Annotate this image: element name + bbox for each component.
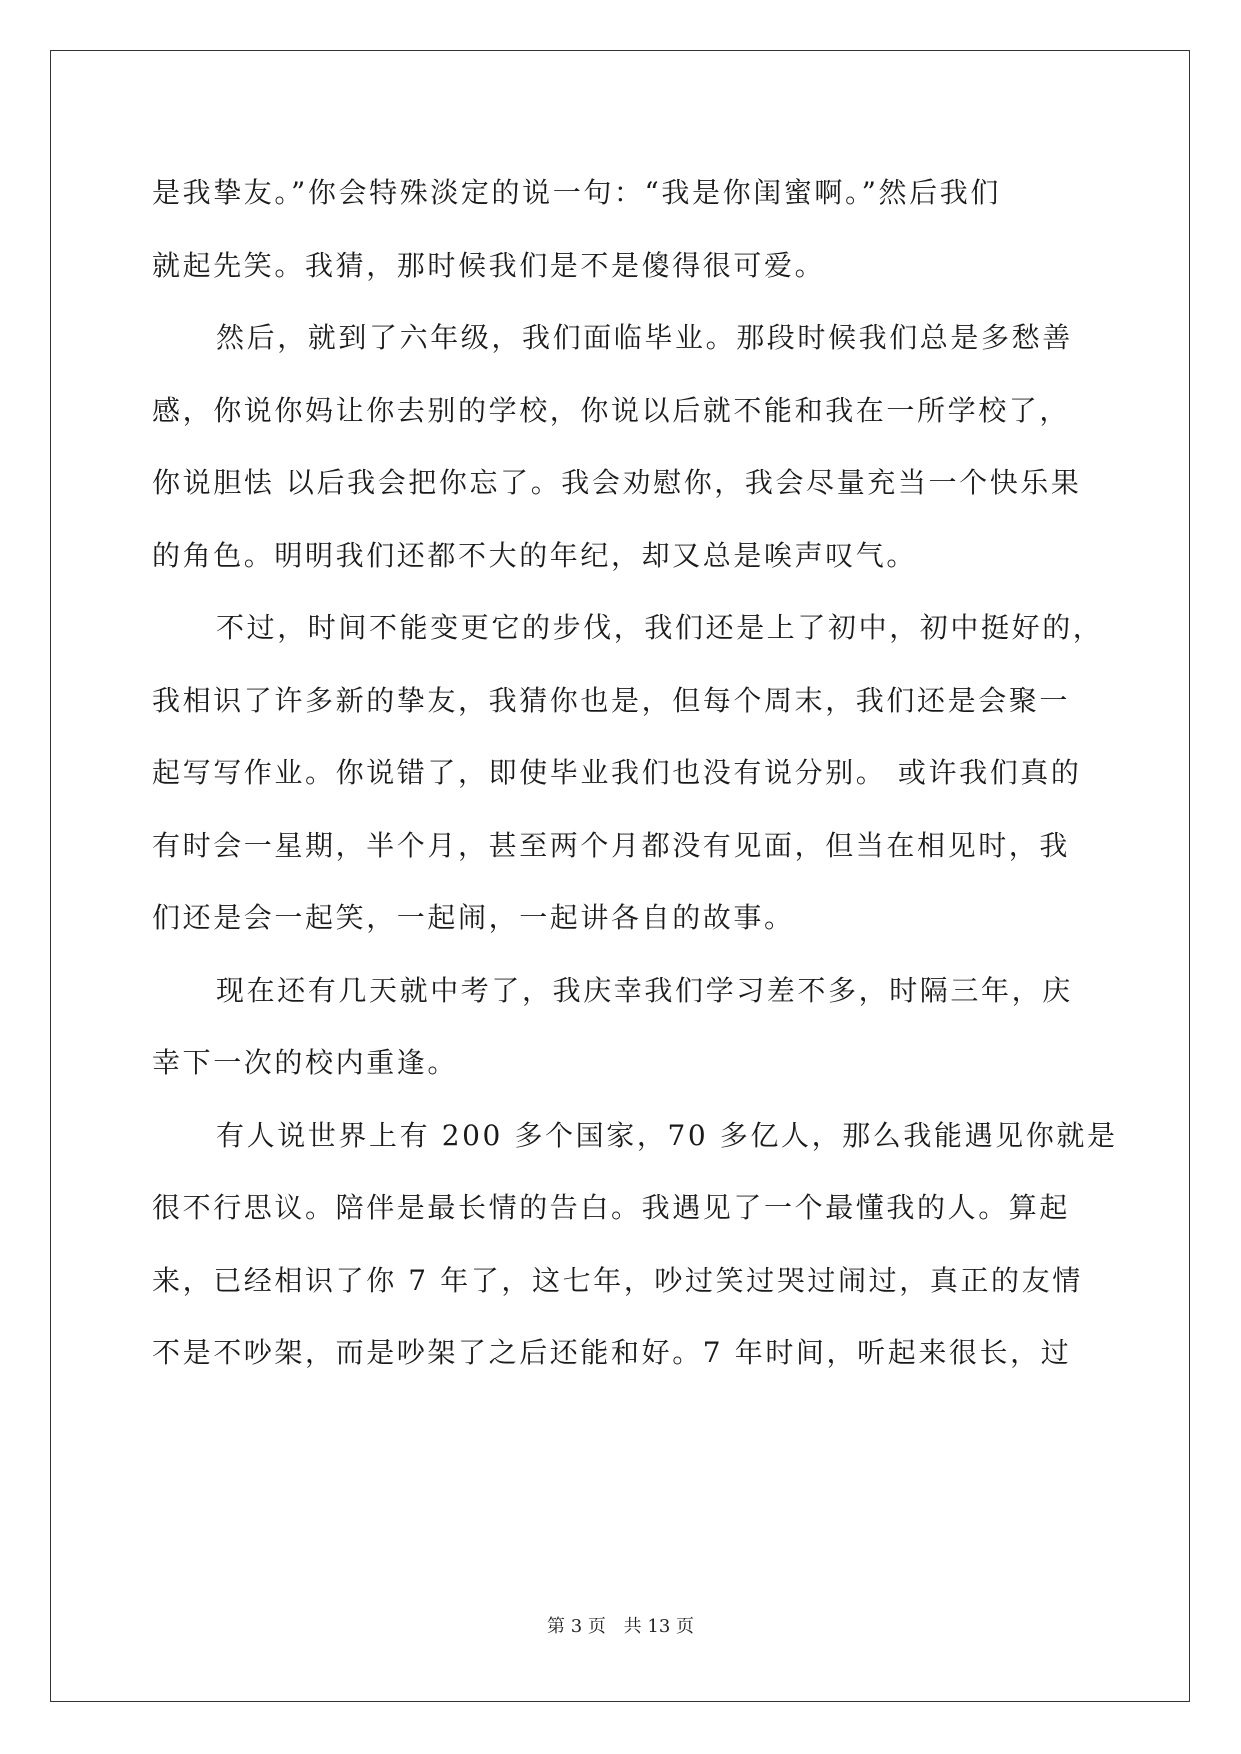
text-line: 是我挚友。”你会特殊淡定的说一句：“我是你闺蜜啊。”然后我们 xyxy=(152,176,1001,209)
text-line: 来，已经相识了你 7 年了，这七年，吵过笑过哭过闹过，真正的友情 xyxy=(152,1263,1083,1297)
page-footer xyxy=(0,1612,1241,1638)
page-number: 第 3 页 xyxy=(547,1616,606,1637)
total-pages: 共 13 页 xyxy=(623,1616,694,1637)
text-line: 有时会一星期，半个月，甚至两个月都没有见面，但当在相见时，我 xyxy=(152,828,1071,862)
text-line: 不过，时间不能变更它的步伐，我们还是上了初中，初中挺好的， xyxy=(216,611,1104,644)
text-line: 们还是会一起笑，一起闹，一起讲各自的故事。 xyxy=(152,901,795,934)
text-line: 的角色。明明我们还都不大的年纪，却又总是唉声叹气。 xyxy=(152,538,918,572)
text-line: 很不行思议。陪伴是最长情的告白。我遇见了一个最懂我的人。算起 xyxy=(152,1191,1071,1224)
text-line: 你说胆怯 以后我会把你忘了。我会劝慰你，我会尽量充当一个快乐果 xyxy=(152,466,1082,499)
text-line: 然后，就到了六年级，我们面临毕业。那段时候我们总是多愁善 xyxy=(216,321,1073,354)
text-line: 就起先笑。我猜，那时候我们是不是傻得很可爱。 xyxy=(152,248,826,282)
text-line: 我相识了许多新的挚友，我猜你也是，但每个周末，我们还是会聚一 xyxy=(152,683,1071,717)
text-line: 幸下一次的校内重逢。 xyxy=(152,1046,459,1079)
document-body xyxy=(152,157,1118,1390)
text-line: 起写写作业。你说错了，即使毕业我们也没有说分别。 或许我们真的 xyxy=(152,756,1082,789)
text-line: 不是不吵架，而是吵架了之后还能和好。7 年时间，听起来很长，过 xyxy=(152,1336,1072,1369)
text-line: 有人说世界上有 200 多个国家，70 多亿人，那么我能遇见你就是 xyxy=(216,1118,1118,1152)
text-line: 现在还有几天就中考了，我庆幸我们学习差不多，时隔三年，庆 xyxy=(216,973,1073,1007)
text-line: 感，你说你妈让你去别的学校，你说以后就不能和我在一所学校了， xyxy=(152,393,1071,427)
